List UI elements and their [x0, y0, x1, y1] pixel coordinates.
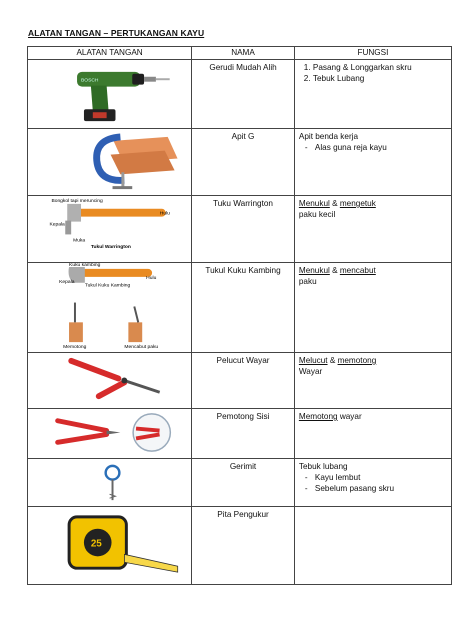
claw-hammer-image: [28, 263, 192, 353]
drill-image: [28, 60, 192, 129]
name-cell: Pita Pengukur: [192, 507, 295, 585]
svg-text:BOSCH: BOSCH: [80, 78, 99, 84]
label-bongkol: Bongkol tapi meruncing: [51, 198, 103, 204]
table-row: [28, 129, 452, 196]
function-cell: [294, 60, 451, 129]
tape-number: 25: [90, 538, 102, 550]
label-kuku-kambing: Kuku kambing: [69, 263, 101, 268]
function-cell: [294, 409, 451, 459]
function-join: &: [329, 199, 340, 208]
function-item: - Sebelum pasang skru: [315, 483, 447, 494]
gimlet-image: [28, 459, 192, 507]
table-row: [28, 263, 452, 353]
table-row: [28, 60, 452, 129]
function-item: - Alas guna reja kayu: [315, 142, 447, 153]
function-intro: Apit benda kerja: [298, 132, 359, 141]
function-verb: memotong: [337, 356, 377, 365]
wire-stripper-image: [28, 353, 192, 409]
function-cell: [294, 129, 451, 196]
function-object: wayar: [337, 412, 362, 421]
label-muka: Muka: [73, 238, 86, 244]
function-intro: Tebuk lubang: [298, 462, 348, 471]
function-item: 2. Tebuk Lubang: [313, 73, 447, 84]
name-cell: Tuku Warrington: [192, 196, 295, 263]
function-cell: [294, 263, 451, 353]
label-hulu: Hulu: [159, 211, 170, 217]
table-row: [28, 459, 452, 507]
label-mencabut: Mencabut paku: [124, 345, 159, 351]
function-object: paku: [298, 277, 317, 286]
label-memotong: Memotong: [63, 345, 87, 351]
function-cell: [294, 196, 451, 263]
header-function: FUNGSI: [294, 47, 451, 60]
function-verb: mengetuk: [339, 199, 376, 208]
label-hulu: Hulu: [146, 275, 157, 281]
table-header-row: [28, 47, 452, 60]
header-name: NAMA: [192, 47, 295, 60]
tools-table: [27, 46, 452, 585]
label-tukul-warrington: Tukul Warrington: [90, 245, 131, 251]
function-join: &: [327, 356, 338, 365]
header-tool: ALATAN TANGAN: [28, 47, 192, 60]
g-clamp-image: [28, 129, 192, 196]
label-tukul-kuku: Tukul Kuku Kambing: [84, 283, 131, 289]
function-object: Wayar: [298, 367, 323, 376]
function-item: 1. Pasang & Longgarkan skru: [313, 62, 447, 73]
label-kepala: Kepala: [49, 222, 65, 228]
table-row: [28, 353, 452, 409]
function-verb: Menukul: [298, 199, 330, 208]
function-cell: [294, 353, 451, 409]
function-join: &: [329, 266, 340, 275]
name-cell: Tukul Kuku Kambing: [192, 263, 295, 353]
side-cutter-image: [28, 409, 192, 459]
table-row: [28, 196, 452, 263]
table-row: [28, 409, 452, 459]
table-row: [28, 507, 452, 585]
document-title: ALATAN TANGAN – PERTUKANGAN KAYU: [28, 28, 205, 38]
name-cell: Pelucut Wayar: [192, 353, 295, 409]
name-cell: Pemotong Sisi: [192, 409, 295, 459]
function-item: - Kayu lembut: [315, 472, 447, 483]
function-cell: [294, 459, 451, 507]
function-object: paku kecil: [298, 210, 336, 219]
function-verb: mencabut: [339, 266, 376, 275]
function-verb: Melucut: [298, 356, 328, 365]
label-kepala: Kepala: [59, 279, 75, 285]
name-cell: Gerimit: [192, 459, 295, 507]
warrington-hammer-image: [28, 196, 192, 263]
function-verb: Memotong: [298, 412, 338, 421]
name-cell: Gerudi Mudah Alih: [192, 60, 295, 129]
function-verb: Menukul: [298, 266, 330, 275]
function-cell: [294, 507, 451, 585]
tape-measure-image: [28, 507, 192, 585]
name-cell: Apit G: [192, 129, 295, 196]
